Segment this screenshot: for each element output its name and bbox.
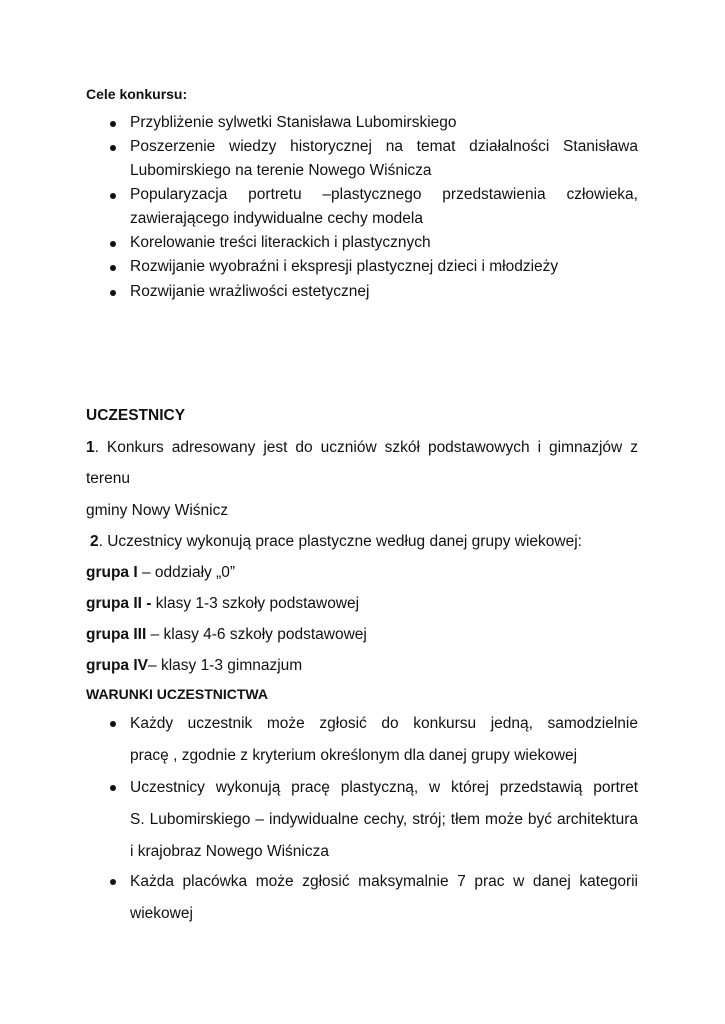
uczestnicy-paragraph-1-cont2: gminy Nowy Wiśnicz bbox=[86, 502, 229, 519]
group-name: grupa I bbox=[86, 564, 138, 581]
warunki-item-1: Każdy uczestnik może zgłosić do konkursu jedną, samodzielnie pracę , zgodnie z kryterium określonym dla danej grupy wiekowej bbox=[130, 715, 638, 764]
paragraph-text: . Konkurs adresowany jest do uczniów szkół podstawowych i gimnazjów z bbox=[94, 439, 638, 456]
warunki-item-2: Uczestnicy wykonują pracę plastyczną, w której przedstawią portret S. Lubomirskiego – indywidualne cechy, strój; tłem może być architektura i krajobraz Nowego Wiśnicza bbox=[130, 779, 638, 860]
bullet-icon bbox=[110, 879, 116, 885]
cele-item-3: Popularyzacja portretu –plastycznego przedstawienia człowieka, zawierającego indywidualne cechy modela bbox=[130, 186, 638, 227]
group-row bbox=[86, 564, 235, 582]
cele-item-6: Rozwijanie wrażliwości estetycznej bbox=[130, 283, 370, 300]
group-desc: – klasy 4-6 szkoły podstawowej bbox=[146, 626, 367, 643]
group-desc: – klasy 1-3 gimnazjum bbox=[148, 657, 303, 674]
cele-item-2: Poszerzenie wiedzy historycznej na temat działalności Stanisława Lubomirskiego na terenie Nowego Wiśnicza bbox=[130, 138, 638, 179]
cele-item-4: Korelowanie treści literackich i plastycznych bbox=[130, 234, 431, 251]
uczestnicy-paragraph-2 bbox=[90, 533, 582, 551]
group-name: grupa III bbox=[86, 626, 147, 643]
bullet-icon bbox=[110, 121, 116, 127]
bullet-icon bbox=[110, 241, 116, 247]
group-name: grupa IV bbox=[86, 657, 149, 674]
group-desc: klasy 1-3 szkoły podstawowej bbox=[151, 595, 360, 612]
cele-heading: Cele konkursu: bbox=[86, 86, 188, 102]
group-desc: – oddziały „0” bbox=[137, 564, 236, 581]
bullet-icon bbox=[110, 193, 116, 199]
cele-item-1: Przybliżenie sylwetki Stanisława Lubomirskiego bbox=[130, 114, 457, 131]
warunki-item-3: Każda placówka może zgłosić maksymalnie 7 prac w danej kategorii wiekowej bbox=[130, 873, 638, 922]
bullet-icon bbox=[110, 290, 116, 296]
uczestnicy-heading: UCZESTNICY bbox=[86, 407, 186, 424]
uczestnicy-paragraph-1-cont: terenu bbox=[86, 470, 130, 487]
paragraph-number: 2 bbox=[90, 533, 99, 550]
group-name: grupa II - bbox=[86, 595, 152, 612]
group-row bbox=[86, 626, 367, 644]
warunki-heading: WARUNKI UCZESTNICTWA bbox=[86, 686, 268, 702]
uczestnicy-paragraph-1 bbox=[86, 439, 638, 457]
bullet-icon bbox=[110, 265, 116, 271]
bullet-icon bbox=[110, 721, 116, 727]
group-row bbox=[86, 595, 359, 613]
bullet-icon bbox=[110, 145, 116, 151]
bullet-icon bbox=[110, 785, 116, 791]
paragraph-text: . Uczestnicy wykonują prace plastyczne według danej grupy wiekowej: bbox=[98, 533, 582, 550]
group-row bbox=[86, 657, 302, 675]
cele-item-5: Rozwijanie wyobraźni i ekspresji plastycznej dzieci i młodzieży bbox=[130, 258, 559, 275]
paragraph-number: 1 bbox=[86, 439, 95, 456]
